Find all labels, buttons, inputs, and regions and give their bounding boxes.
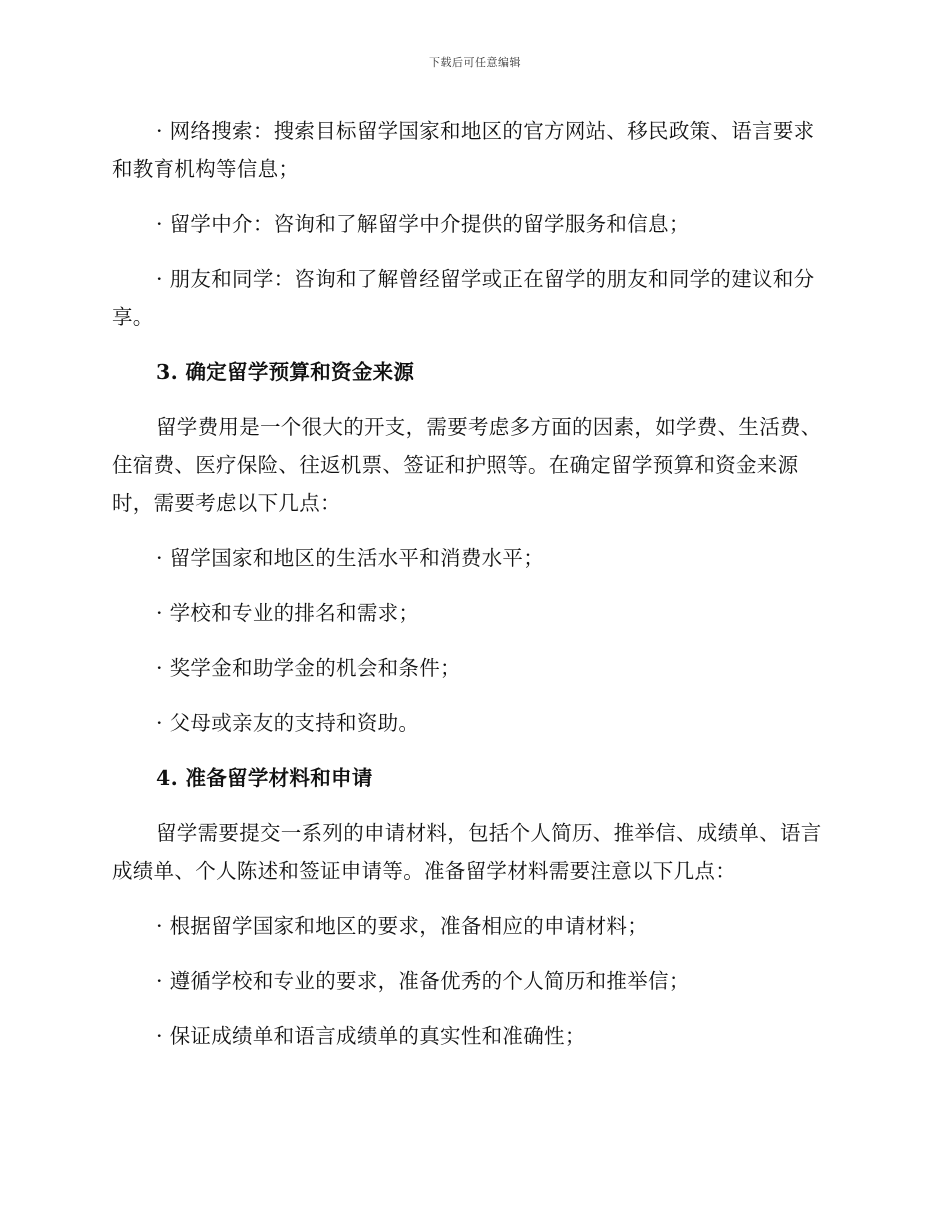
section-heading-materials: 4. 准备留学材料和申请 [156,766,373,790]
bullet-friends: · 朋友和同学：咨询和了解曾经留学或正在留学的朋友和同学的建议和分享。 [112,267,815,329]
bullet-school-requirements: · 遵循学校和专业的要求，准备优秀的个人简历和推举信； [156,969,690,993]
bullet-transcript-authenticity: · 保证成绩单和语言成绩单的真实性和准确性； [156,1024,586,1048]
bullet-web-search: · 网络搜索：搜索目标留学国家和地区的官方网站、移民政策、语言要求和教育机构等信息； [112,119,815,181]
bullet-agency: · 留学中介：咨询和了解留学中介提供的留学服务和信息； [156,212,690,236]
page-header: 下载后可任意编辑 [429,56,521,69]
bullet-school-ranking: · 学校和专业的排名和需求； [156,601,420,625]
bullet-family-support: · 父母或亲友的支持和资助。 [156,711,420,735]
paragraph-budget-intro: 留学费用是一个很大的开支，需要考虑多方面的因素，如学费、生活费、住宿费、医疗保险、往返机票、签证和护照等。在确定留学预算和资金来源时，需要考虑以下几点： [112,415,822,515]
bullet-living-standard: · 留学国家和地区的生活水平和消费水平； [156,546,545,570]
bullet-scholarship: · 奖学金和助学金的机会和条件； [156,656,461,680]
bullet-country-requirements: · 根据留学国家和地区的要求，准备相应的申请材料； [156,914,649,938]
section-heading-budget: 3. 确定留学预算和资金来源 [156,360,415,384]
paragraph-materials-intro: 留学需要提交一系列的申请材料，包括个人简历、推举信、成绩单、语言成绩单、个人陈述和签证申请等。准备留学材料需要注意以下几点： [112,821,822,883]
document-body [112,112,832,1055]
